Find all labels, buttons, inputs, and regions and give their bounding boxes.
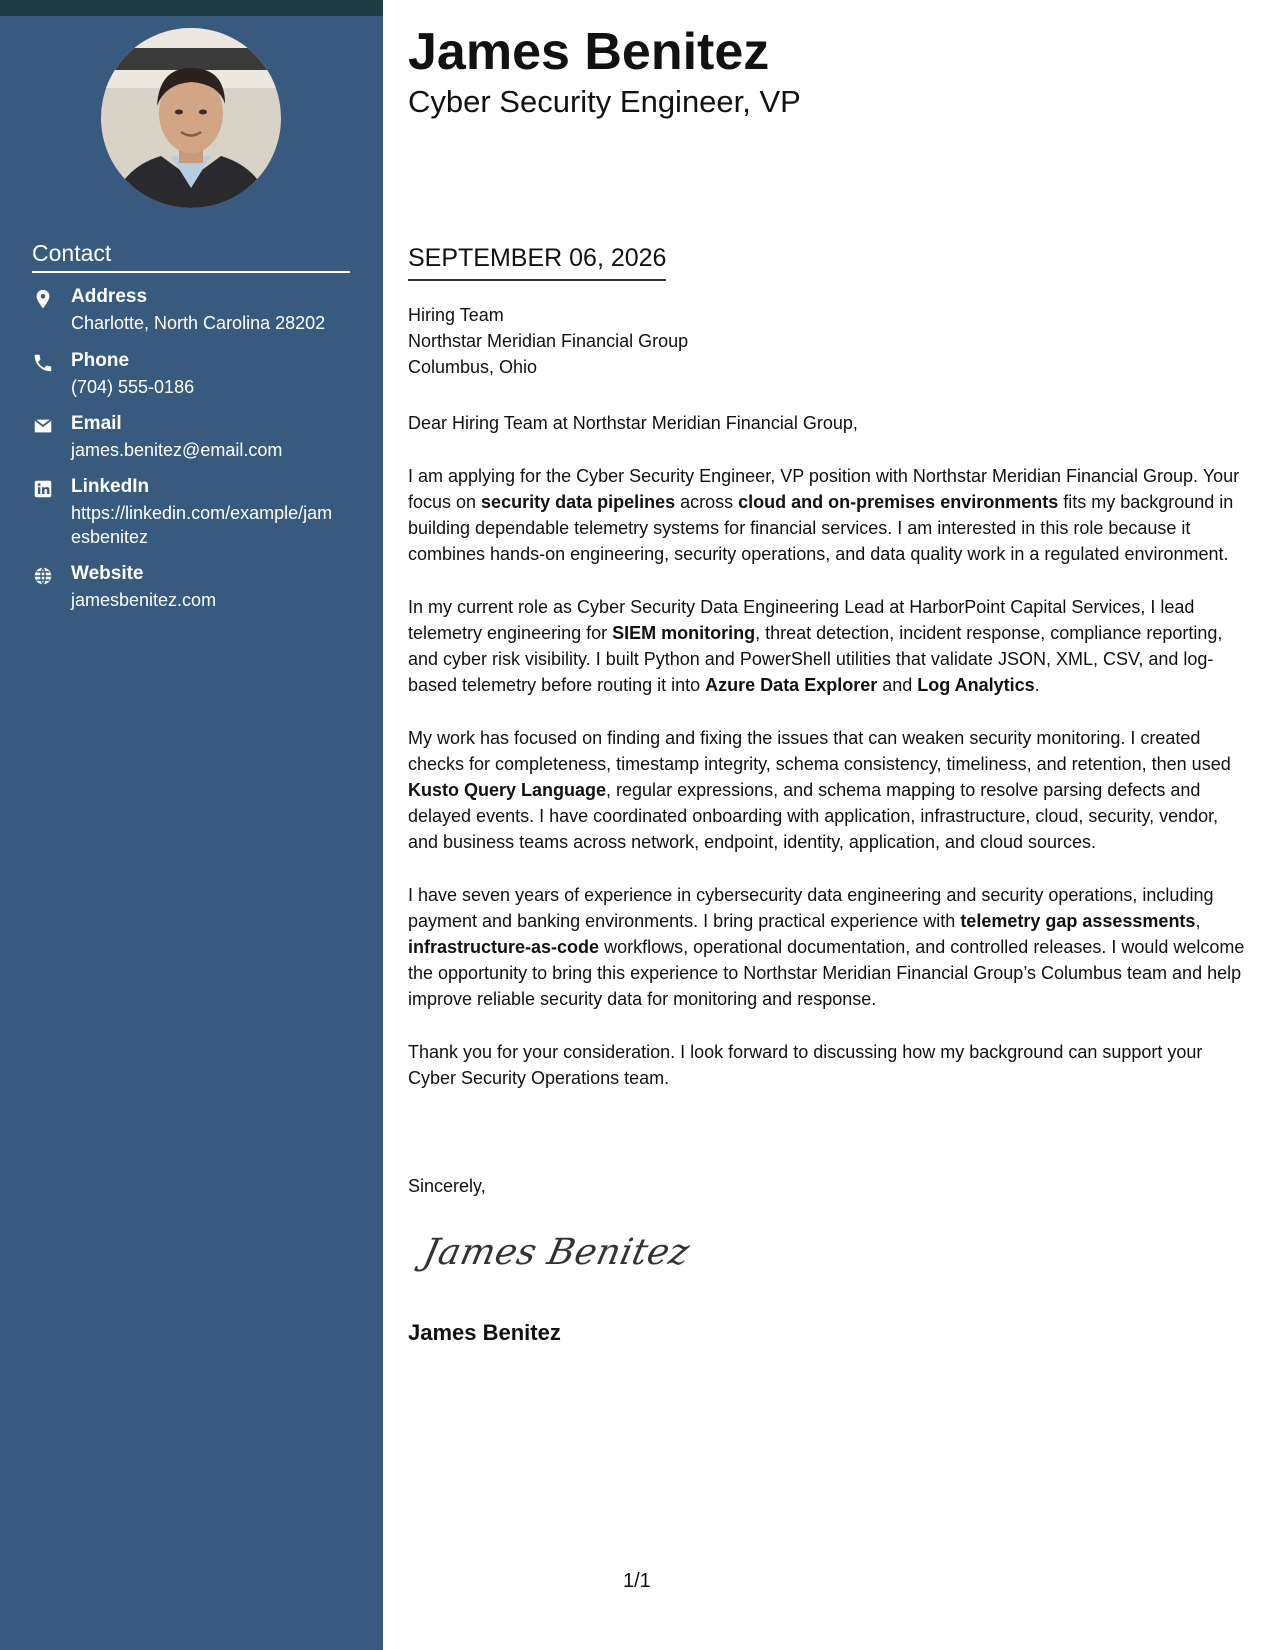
profile-photo [101, 28, 281, 208]
highlight: Azure Data Explorer [705, 675, 878, 695]
recipient-line: Northstar Meridian Financial Group [408, 331, 689, 351]
globe-icon [32, 565, 56, 589]
contact-website-label: Website [71, 563, 144, 584]
signature: James Benitez [419, 1232, 694, 1273]
contact-linkedin-value[interactable]: https://linkedin.com/example/jamesbenitez [71, 503, 333, 547]
envelope-icon [32, 415, 56, 439]
candidate-name: James Benitez [408, 23, 770, 81]
highlight: infrastructure-as-code [408, 937, 600, 957]
contact-email-value[interactable]: james.benitez@email.com [71, 440, 283, 460]
highlight: Kusto Query Language [408, 780, 607, 800]
highlight: Log Analytics [917, 675, 1035, 695]
paragraph-5: Thank you for your consideration. I look forward to discussing how my background can support your Cyber Security Operations team. [408, 1042, 1203, 1088]
recipient-block [408, 302, 688, 380]
contact-email-label: Email [71, 413, 122, 434]
highlight: SIEM monitoring [612, 623, 756, 643]
contact-phone-label: Phone [71, 350, 130, 371]
phone-icon [32, 352, 56, 376]
paragraph-1: I am applying for the Cyber Security Engineer, VP position with Northstar Meridian Financial Group. Your focus on security data pipelines across cloud and on-premises environments fits my background in building dependable telemetry systems for financial services. I am interested in this role because it combines hands-on engineering, security operations, and data quality work in a regulated environment. [408, 466, 1240, 564]
recipient-line: Hiring Team [408, 305, 504, 325]
contact-address-value: Charlotte, North Carolina 28202 [71, 313, 326, 333]
paragraph-4: I have seven years of experience in cybersecurity data engineering and security operations, including payment and banking environments. I bring practical experience with telemetry gap assessments, infrastructure-as-code workflows, operational documentation, and controlled releases. I would welcome the opportunity to bring this experience to Northstar Meridian Financial Group’s Columbus team and help improve reliable security data for monitoring and response. [408, 885, 1245, 1009]
contact-heading: Contact [32, 240, 350, 273]
paragraph-3: My work has focused on finding and fixing the issues that can weaken security monitoring. I created checks for completeness, timestamp integrity, schema consistency, timeliness, and retention, then used Kusto Query Language, regular expressions, and schema mapping to resolve parsing defects and delayed events. I have coordinated onboarding with application, infrastructure, cloud, security, vendor, and business teams across network, endpoint, identity, application, and cloud sources. [408, 728, 1231, 852]
letter-body [408, 410, 1248, 1118]
contact-phone-value: (704) 555-0186 [71, 377, 195, 397]
contact-address-label: Address [71, 286, 148, 307]
contact-linkedin-label: LinkedIn [71, 476, 150, 497]
profile-photo-image [101, 28, 281, 208]
contact-website-value[interactable]: jamesbenitez.com [71, 590, 217, 610]
paragraph-2: In my current role as Cyber Security Data Engineering Lead at HarborPoint Capital Services, I lead telemetry engineering for SIEM monitoring, threat detection, incident response, compliance reporting, and cyber risk visibility. I built Python and PowerShell utilities that validate JSON, XML, CSV, and log-based telemetry before routing it into Azure Data Explorer and Log Analytics. [408, 597, 1223, 695]
linkedin-icon [32, 478, 56, 502]
page-number: 1/1 [623, 1570, 651, 1592]
signer-name: James Benitez [408, 1320, 561, 1345]
candidate-title: Cyber Security Engineer, VP [408, 84, 801, 119]
closing: Sincerely, [408, 1176, 486, 1196]
highlight: cloud and on-premises environments [738, 492, 1059, 512]
highlight: telemetry gap assessments [960, 911, 1196, 931]
salutation: Dear Hiring Team at Northstar Meridian Financial Group, [408, 413, 858, 433]
recipient-line: Columbus, Ohio [408, 357, 538, 377]
letter-date: SEPTEMBER 06, 2026 [408, 244, 666, 281]
map-pin-icon [32, 288, 56, 312]
sidebar-top-bar [0, 0, 383, 16]
sidebar [0, 0, 383, 1650]
highlight: security data pipelines [481, 492, 676, 512]
